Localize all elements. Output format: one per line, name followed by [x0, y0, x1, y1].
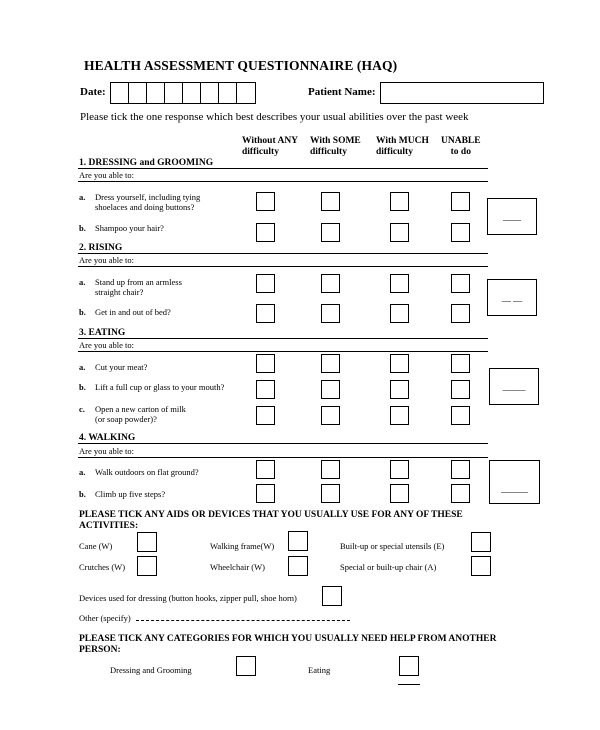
section-score-box[interactable]: ____	[487, 198, 537, 235]
aid-checkbox[interactable]	[137, 532, 157, 552]
item-letter: a.	[79, 277, 86, 287]
item-letter: a.	[79, 192, 86, 202]
aid-label: Devices used for dressing (button hooks, zipper pull, shoe horn)	[79, 593, 297, 603]
response-checkbox[interactable]	[390, 223, 409, 242]
item-text: Stand up from an armless straight chair?	[95, 277, 182, 297]
item-letter: b.	[79, 223, 86, 233]
response-checkbox[interactable]	[321, 380, 340, 399]
response-checkbox[interactable]	[256, 354, 275, 373]
date-cell[interactable]	[219, 83, 237, 103]
response-checkbox[interactable]	[390, 460, 409, 479]
section-prompt: Are you able to:	[79, 255, 134, 265]
response-checkbox[interactable]	[390, 304, 409, 323]
item-text: Climb up five steps?	[95, 489, 166, 499]
response-checkbox[interactable]	[321, 460, 340, 479]
response-checkbox[interactable]	[256, 274, 275, 293]
help-label: Dressing and Grooming	[110, 665, 192, 675]
help-label: Eating	[308, 665, 331, 675]
item-text: Dress yourself, including tying shoelaces and doing buttons?	[95, 192, 201, 212]
section-score-box[interactable]: __ __	[487, 279, 537, 316]
response-checkbox[interactable]	[390, 484, 409, 503]
item-letter: b.	[79, 489, 86, 499]
section-prompt: Are you able to:	[79, 170, 134, 180]
item-letter: a.	[79, 467, 86, 477]
aid-label: Cane (W)	[79, 541, 113, 551]
date-cell[interactable]	[165, 83, 183, 103]
response-checkbox[interactable]	[451, 274, 470, 293]
column-header: With SOME difficulty	[310, 136, 361, 157]
response-checkbox[interactable]	[321, 354, 340, 373]
help-checkbox[interactable]	[399, 656, 419, 676]
aid-checkbox[interactable]	[288, 556, 308, 576]
section-rule	[78, 351, 488, 352]
aid-checkbox[interactable]	[471, 556, 491, 576]
item-text: Walk outdoors on flat ground?	[95, 467, 199, 477]
response-checkbox[interactable]	[390, 192, 409, 211]
item-letter: a.	[79, 362, 86, 372]
item-text: Shampoo your hair?	[95, 223, 164, 233]
aid-label: Built-up or special utensils (E)	[340, 541, 445, 551]
section-title: 2. RISING	[79, 243, 123, 253]
aid-checkbox[interactable]	[288, 531, 308, 551]
item-letter: c.	[79, 404, 85, 414]
section-rule	[78, 457, 488, 458]
column-header: UNABLE to do	[441, 136, 481, 157]
aids-heading: PLEASE TICK ANY AIDS OR DEVICES THAT YOU USUALLY USE FOR ANY OF THESE ACTIVITIES:	[79, 510, 463, 531]
section-rule	[78, 443, 488, 444]
item-text: Open a new carton of milk (or soap powder)?	[95, 404, 186, 424]
help-heading: PLEASE TICK ANY CATEGORIES FOR WHICH YOU USUALLY NEED HELP FROM ANOTHER PERSON:	[79, 634, 497, 655]
section-rule	[78, 181, 488, 182]
section-prompt: Are you able to:	[79, 340, 134, 350]
section-title: 1. DRESSING and GROOMING	[79, 158, 214, 168]
aid-label: Walking frame(W)	[210, 541, 275, 551]
response-checkbox[interactable]	[256, 304, 275, 323]
response-checkbox[interactable]	[451, 304, 470, 323]
item-letter: b.	[79, 382, 86, 392]
date-label: Date:	[80, 86, 106, 98]
date-cell[interactable]	[129, 83, 147, 103]
aid-checkbox[interactable]	[322, 586, 342, 606]
section-rule	[78, 338, 488, 339]
other-specify-field[interactable]	[136, 620, 350, 621]
patient-name-field[interactable]	[380, 82, 544, 104]
date-cell[interactable]	[111, 83, 129, 103]
section-rule	[78, 253, 488, 254]
item-letter: b.	[79, 307, 86, 317]
date-cell[interactable]	[237, 83, 255, 103]
response-checkbox[interactable]	[321, 406, 340, 425]
date-cell[interactable]	[147, 83, 165, 103]
date-cell[interactable]	[183, 83, 201, 103]
item-text: Get in and out of bed?	[95, 307, 171, 317]
response-checkbox[interactable]	[321, 274, 340, 293]
response-checkbox[interactable]	[451, 484, 470, 503]
underline	[398, 684, 420, 685]
section-title: 4. WALKING	[79, 433, 136, 443]
date-field[interactable]	[110, 82, 256, 104]
aid-checkbox[interactable]	[137, 556, 157, 576]
response-checkbox[interactable]	[321, 223, 340, 242]
response-checkbox[interactable]	[256, 484, 275, 503]
aid-checkbox[interactable]	[471, 532, 491, 552]
response-checkbox[interactable]	[390, 354, 409, 373]
response-checkbox[interactable]	[321, 304, 340, 323]
response-checkbox[interactable]	[256, 192, 275, 211]
response-checkbox[interactable]	[390, 380, 409, 399]
section-score-box[interactable]: _____	[489, 368, 539, 405]
help-checkbox[interactable]	[236, 656, 256, 676]
section-prompt: Are you able to:	[79, 446, 134, 456]
response-checkbox[interactable]	[451, 406, 470, 425]
response-checkbox[interactable]	[451, 223, 470, 242]
section-score-box[interactable]: ______	[489, 460, 540, 504]
item-text: Cut your meat?	[95, 362, 148, 372]
date-cell[interactable]	[201, 83, 219, 103]
response-checkbox[interactable]	[256, 380, 275, 399]
aid-label: Other (specify)	[79, 613, 131, 623]
response-checkbox[interactable]	[451, 192, 470, 211]
response-checkbox[interactable]	[256, 406, 275, 425]
response-checkbox[interactable]	[256, 223, 275, 242]
instructions: Please tick the one response which best describes your usual abilities over the past week	[80, 111, 469, 123]
aid-label: Crutches (W)	[79, 562, 126, 572]
response-checkbox[interactable]	[451, 460, 470, 479]
item-text: Lift a full cup or glass to your mouth?	[95, 382, 225, 392]
response-checkbox[interactable]	[390, 274, 409, 293]
section-title: 3. EATING	[79, 328, 126, 338]
column-header: Without ANY difficulty	[242, 136, 299, 157]
column-header: With MUCH difficulty	[376, 136, 429, 157]
response-checkbox[interactable]	[321, 192, 340, 211]
aid-label: Wheelchair (W)	[210, 562, 265, 572]
page-title: HEALTH ASSESSMENT QUESTIONNAIRE (HAQ)	[84, 58, 398, 73]
response-checkbox[interactable]	[451, 354, 470, 373]
section-rule	[78, 266, 488, 267]
patient-name-label: Patient Name:	[308, 86, 376, 98]
response-checkbox[interactable]	[321, 484, 340, 503]
response-checkbox[interactable]	[390, 406, 409, 425]
response-checkbox[interactable]	[451, 380, 470, 399]
section-rule	[78, 168, 488, 169]
aid-label: Special or built-up chair (A)	[340, 562, 437, 572]
response-checkbox[interactable]	[256, 460, 275, 479]
